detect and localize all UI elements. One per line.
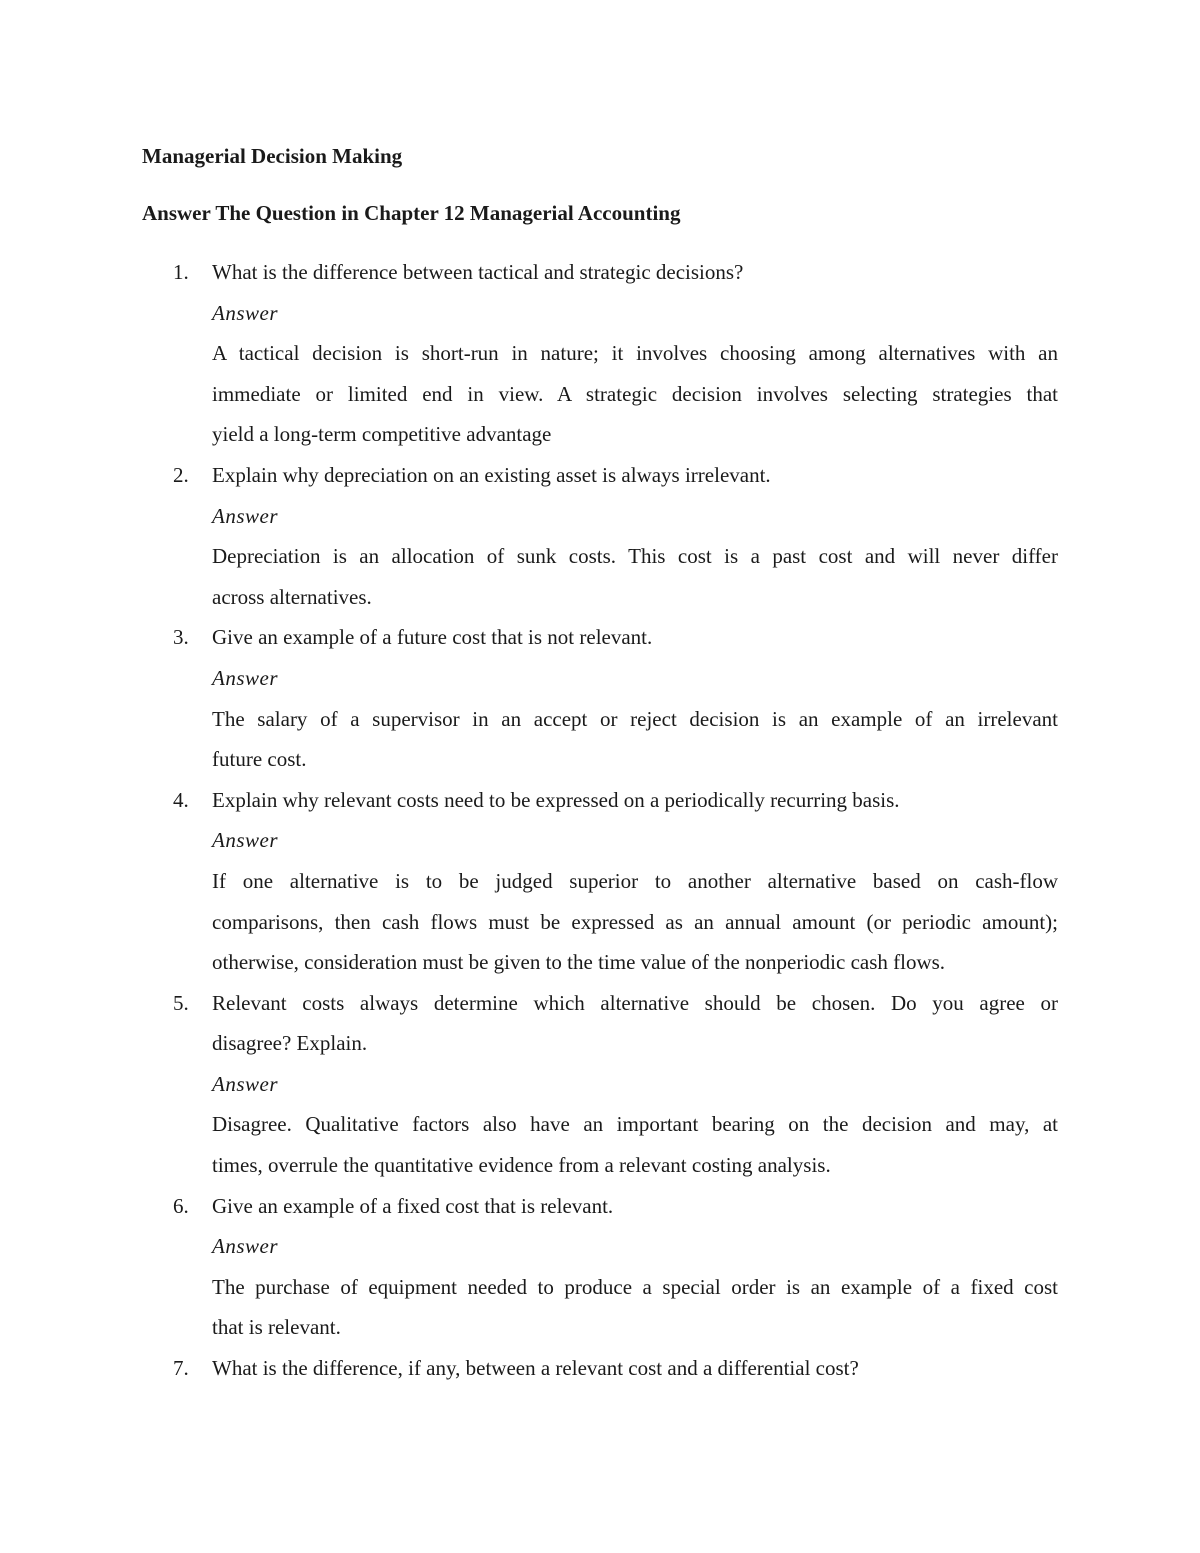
answer-text: The salary of a supervisor in an accept or reject decision is an example of an irrelevant	[212, 706, 1058, 731]
question-number: 3.	[173, 625, 189, 650]
answer-label: Answer	[212, 1234, 278, 1259]
question-text: Relevant costs always determine which alternative should be chosen. Do you agree or	[212, 990, 1058, 1015]
answer-text: that is relevant.	[212, 1315, 341, 1340]
answer-label: Answer	[212, 1071, 278, 1096]
question-text: Give an example of a future cost that is not relevant.	[212, 625, 653, 650]
answer-text: yield a long-term competitive advantage	[212, 422, 552, 447]
answer-label: Answer	[212, 300, 278, 325]
question-text: Give an example of a fixed cost that is relevant.	[212, 1193, 614, 1218]
question-number: 7.	[173, 1356, 189, 1381]
question-number: 5.	[173, 990, 189, 1015]
question-text: What is the difference, if any, between a relevant cost and a differential cost?	[212, 1356, 859, 1381]
answer-text: comparisons, then cash flows must be expressed as an annual amount (or periodic amount);	[212, 909, 1058, 934]
answer-text: Disagree. Qualitative factors also have an important bearing on the decision and may, at	[212, 1112, 1058, 1137]
answer-label: Answer	[212, 828, 278, 853]
question-text: disagree? Explain.	[212, 1031, 368, 1056]
answer-text: otherwise, consideration must be given to the time value of the nonperiodic cash flows.	[212, 950, 946, 975]
answer-label: Answer	[212, 665, 278, 690]
answer-label: Answer	[212, 503, 278, 528]
question-text: What is the difference between tactical and strategic decisions?	[212, 260, 744, 284]
answer-text: immediate or limited end in view. A strategic decision involves selecting strategies that	[212, 381, 1058, 406]
answer-text: future cost.	[212, 747, 307, 772]
question-number: 2.	[173, 462, 189, 487]
answer-text: A tactical decision is short-run in nature; it involves choosing among alternatives with an	[212, 341, 1058, 366]
question-number: 6.	[173, 1193, 189, 1218]
document-subtitle: Answer The Question in Chapter 12 Managerial Accounting	[142, 201, 681, 225]
question-text: Explain why depreciation on an existing asset is always irrelevant.	[212, 462, 771, 487]
answer-text: Depreciation is an allocation of sunk costs. This cost is a past cost and will never differ	[212, 544, 1058, 569]
answer-text: across alternatives.	[212, 584, 372, 609]
answer-text: times, overrule the quantitative evidence from a relevant costing analysis.	[212, 1153, 831, 1178]
answer-text: If one alternative is to be judged superior to another alternative based on cash-flow	[212, 868, 1058, 893]
question-number: 4.	[173, 787, 189, 812]
question-number: 1.	[173, 260, 189, 284]
document-title: Managerial Decision Making	[142, 144, 403, 168]
question-text: Explain why relevant costs need to be expressed on a periodically recurring basis.	[212, 787, 900, 812]
answer-text: The purchase of equipment needed to produce a special order is an example of a fixed cost	[212, 1274, 1058, 1299]
